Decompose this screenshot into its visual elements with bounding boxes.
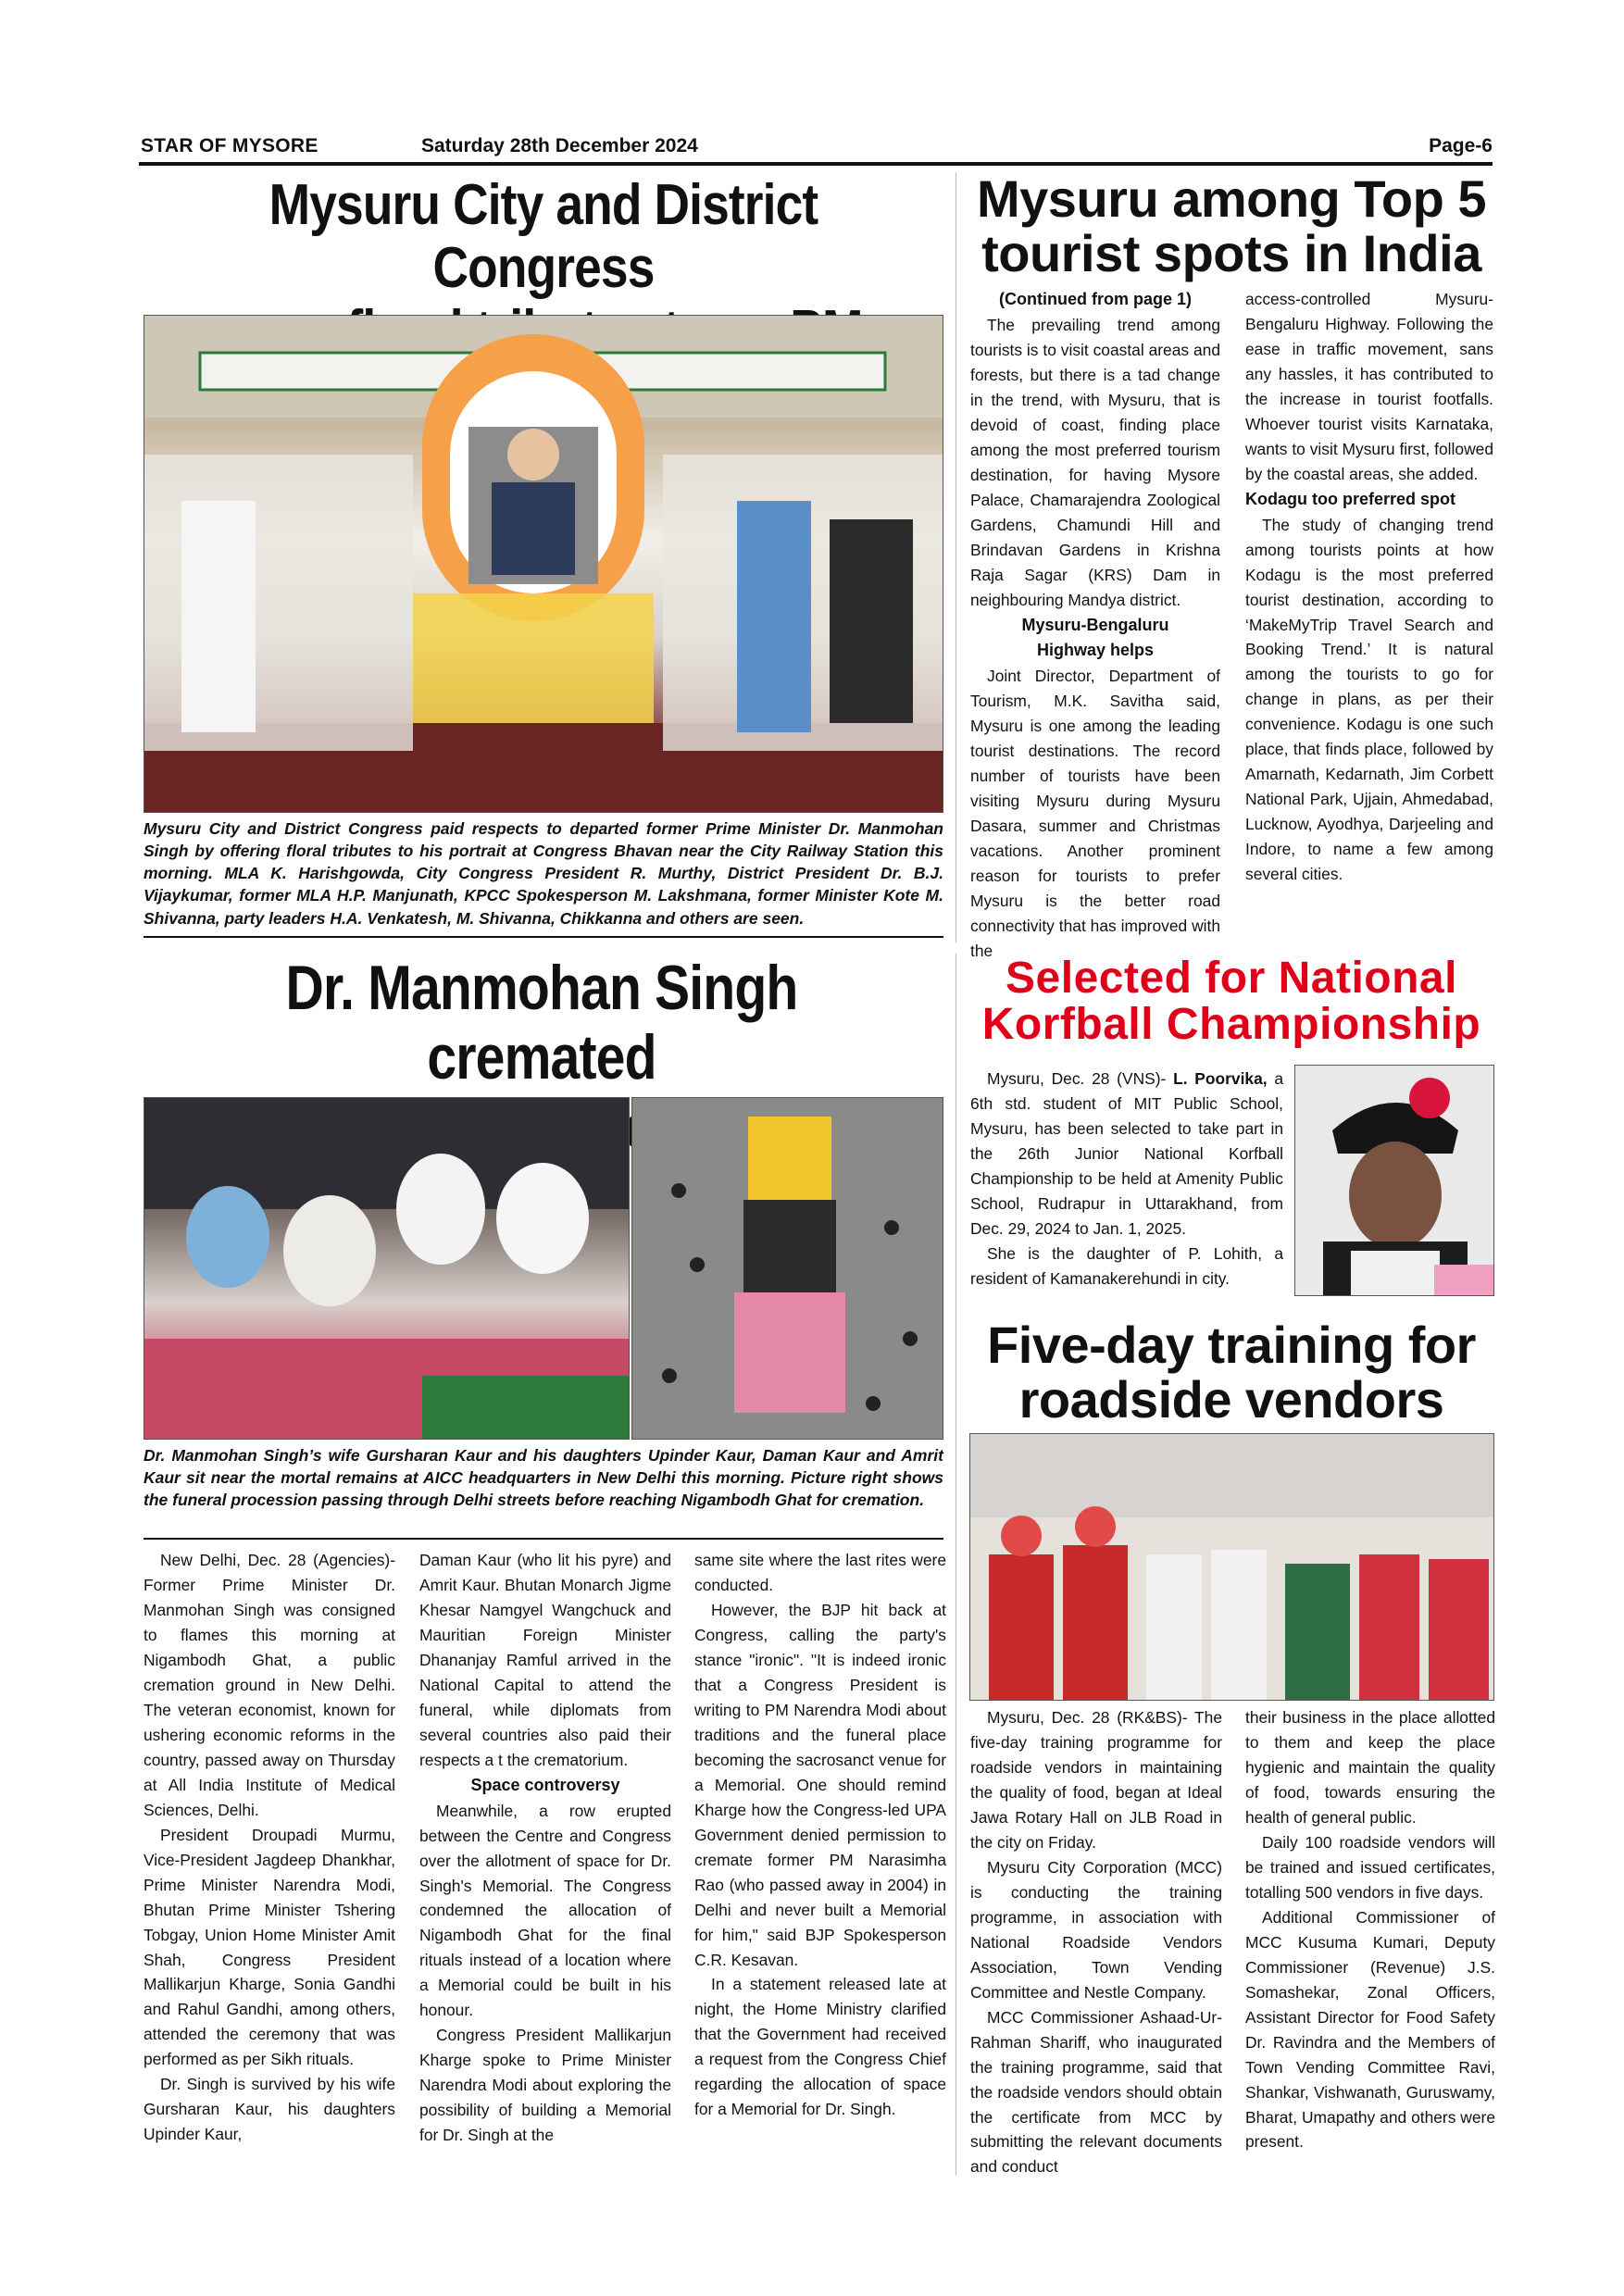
paragraph: Daily 100 roadside vendors will be trained and issued certificates, totalling 500 vendors in five days. [1245,1832,1495,1902]
paragraph: The prevailing trend among tourists is to visit coastal areas and forests, but there is a tad change in the trend, with Mysuru, that is devoid of coast, finding place among the most preferred tourism destination, for having Mysore Palace, Chamarajendra Zoological Gardens, Chamundi Hill and Brindavan Gardens in Krishna Raja Sagar (KRS) Dam in neighbouring Mandya district. [970,315,1220,609]
tourism-column-1 [970,287,1220,964]
floral-tribute-caption: Mysuru City and District Congress paid respects to departed former Prime Minister Dr. Manmohan Singh by offering floral tributes to his portrait at Congress Bhavan near the City Railway Station this morning. MLA K. Harishgowda, City Congress President R. Murthy, District President Dr. B.J. Vijaykumar, former MLA H.P. Manjunath, KPCC Spokesperson M. Lakshmana, former Minister Kote M. Shivanna, party leaders H.A. Venkatesh, M. Shivanna, Chikkanna and others are seen. [144,819,943,928]
subheading: Kodagu too preferred spot [1245,489,1456,508]
family-mourning-illustration [144,1098,630,1440]
paragraph: Additional Commissioner of MCC Kusuma Kumari, Deputy Commissioner (Revenue) J.S. Somashekar, Zonal Officers, Assistant Director for Food Safety Dr. Ravindra and the Members of Town Vending Committee Ravi, Shankar, Vishwanath, Guruswamy, Bharat, Umapathy and others were present. [1245,1907,1495,2152]
vendors-column-2 [1245,1705,1495,2154]
paragraph: access-controlled Mysuru-Bengaluru Highway. Following the ease in traffic movement, sans any hassles, it has contributed to the increase in tourist footfalls. Whoever tourist visits Karnataka, wants to visit Mysuru first, followed by the coastal areas, she added. [1245,290,1493,483]
paragraph: Mysuru City Corporation (MCC) is conducting the training programme, in association with National Roadside Vendors Association, Town Vending Committee and Nestle Company. [970,1857,1222,2002]
korfball-headline [968,955,1495,1049]
headline-line: Mysuru City and District Congress [269,173,818,301]
paragraph: MCC Commissioner Ashaad-Ur-Rahman Shariff, who inaugurated the training programme, said that the roadside vendors should obtain the certificate from MCC by submitting the relevant documents and conduct [970,2007,1222,2177]
floral-tribute-illustration [144,316,943,813]
student-portrait-photo [1294,1065,1494,1296]
tourism-headline [968,169,1495,282]
paragraph: The study of changing trend among tourists points at how Kodagu is the most preferred tourist destination, according to ‘MakeMyTrip Travel Search and Booking Trend.’ It is natural among the tourists to go for change in plans, as per their convenience. Kodagu is one such place, that finds place, followed by Amarnath, Kedarnath, Jim Corbett National Park, Ujjain, Ahmedabad, Lucknow, Ayodhya, Darjeeling and Indore, to name a few among several cities. [1245,515,1493,884]
vendors-column-1 [970,1705,1222,2179]
funeral-procession-illustration [632,1098,943,1440]
headline-line: Dr. Manmohan Singh cremated [285,953,798,1092]
student-portrait-illustration [1295,1066,1494,1296]
paragraph: same site where the last rites were conducted. [694,1551,946,1594]
paragraph: Joint Director, Department of Tourism, M.K. Savitha said, Mysuru is one among the leading tourist destinations. The record number of tourists have been visiting Mysuru during Mysuru Dasara, summer and Christmas vacations. Another prominent reason for tourists to prefer Mysuru is the better road connectivity that has improved with the [970,667,1220,960]
paragraph: Congress President Mallikarjun Kharge spoke to Prime Minister Narendra Modi about exploring the possibility of building a Memorial for Dr. Singh at the [419,2026,671,2145]
headline-line: Five-day training for [987,1316,1476,1374]
korfball-body [970,1067,1283,1292]
headline-line: Selected for National [1006,954,1457,1003]
cremation-column-3 [694,1548,946,2122]
student-name: L. Poorvika, [1173,1069,1268,1088]
paragraph: Mysuru, Dec. 28 (RK&BS)- The five-day training programme for roadside vendors in maintaining the quality of food, began at Ideal Jawa Rotary Hall on JLB Road in the city on Friday. [970,1708,1222,1852]
vendors-training-photo [969,1433,1494,1701]
paragraph: President Droupadi Murmu, Vice-President Jagdeep Dhankhar, Prime Minister Narendra Modi, Bhutan Prime Minister Tshering Tobgay, Union Home Minister Amit Shah, Congress President Mallikarjun Kharge, Sonia Gandhi and Rahul Gandhi, among others, attended the ceremony that was performed as per Sikh rituals. [144,1825,395,2069]
cremation-caption: Dr. Manmohan Singh’s wife Gursharan Kaur and his daughters Upinder Kaur, Daman Kaur and Amrit Kaur sit near the mortal remains at AICC headquarters in New Delhi this morning. Picture right shows the funeral procession passing through Delhi streets before reaching Nigambodh Ghat for cremation. [144,1446,943,1510]
family-mourning-photo [144,1097,630,1440]
floral-tribute-photo [144,315,943,813]
paragraph: their business in the place allotted to them and keep the place hygienic and maintain the quality of food, towards ensuring the health of general public. [1245,1708,1495,1827]
subheading: Mysuru-Bengaluru Highway helps [1021,615,1169,660]
subheading: Space controversy [470,1775,620,1794]
paragraph: In a statement released late at night, the Home Ministry clarified that the Government had received a request from the Congress Chief regarding the allocation of space for a Memorial for Dr. Singh. [694,1975,946,2119]
paragraph: Daman Kaur (who lit his pyre) and Amrit Kaur. Bhutan Monarch Jigme Khesar Namgyel Wangchuck and Mauritian Foreign Minister Dhananjay Ramful arrived in the National Capital to attend the funeral, while diplomats from several countries also paid their respects a t the crematorium. [419,1551,671,1769]
headline-line: Mysuru among Top 5 [977,169,1486,228]
vendors-training-illustration [970,1434,1494,1701]
cremation-column-2 [419,1548,671,2148]
paragraph: New Delhi, Dec. 28 (Agencies)- Former Prime Minister Dr. Manmohan Singh was consigned to flames this morning at Nigambodh Ghat, a public cremation ground in New Delhi. The veteran economist, known for ushering economic reforms in the country, passed away on Thursday at All India Institute of Medical Sciences, Delhi. [144,1551,395,1819]
masthead-rule [139,162,1493,166]
vendors-headline [968,1318,1495,1428]
paragraph: She is the daughter of P. Lohith, a resident of Kamanakerehundi in city. [970,1243,1283,1288]
tourism-column-2 [1245,287,1493,887]
continued-note: (Continued from page 1) [999,290,1192,308]
page-number: Page-6 [1429,135,1493,156]
headline-line: roadside vendors [1018,1369,1444,1429]
newspaper-name: STAR OF MYSORE [141,135,319,156]
headline-line: tourist spots in India [981,223,1481,282]
paragraph: Meanwhile, a row erupted between the Centre and Congress over the allotment of space for Dr. Singh's Memorial. The Congress condemned the allocation of Nigambodh Ghat for the final rituals instead of a location where a Memorial could be built in his honour. [419,1801,671,2020]
caption-rule [144,936,943,938]
headline-line: Korfball Championship [981,1000,1481,1050]
funeral-procession-photo [631,1097,943,1440]
issue-date: Saturday 28th December 2024 [421,135,698,156]
paragraph: Mysuru, Dec. 28 (VNS)- L. Poorvika, a 6th std. student of MIT Public School, Mysuru, has been selected to take part in the 26th Junior National Korfball Championship to be held at Amenity Public School, Rudrapur in Uttarakhand, from Dec. 29, 2024 to Jan. 1, 2025. [970,1069,1283,1238]
cremation-column-1 [144,1548,395,2147]
paragraph: Dr. Singh is survived by his wife Gursharan Kaur, his daughters Upinder Kaur, [144,2075,395,2144]
caption-rule [144,1538,943,1540]
paragraph: However, the BJP hit back at Congress, calling the party's stance "ironic". "It is indeed ironic that a Congress President is writing to PM Narendra Modi about traditions and the funeral place becoming the sacrosanct venue for a Memorial. One should remind Kharge how the Congress-led UPA Government denied permission to cremate former PM Narasimha Rao (who passed away in 2004) in Delhi and never built a Memorial for him," said BJP Spokesperson C.R. Kesavan. [694,1600,946,1969]
